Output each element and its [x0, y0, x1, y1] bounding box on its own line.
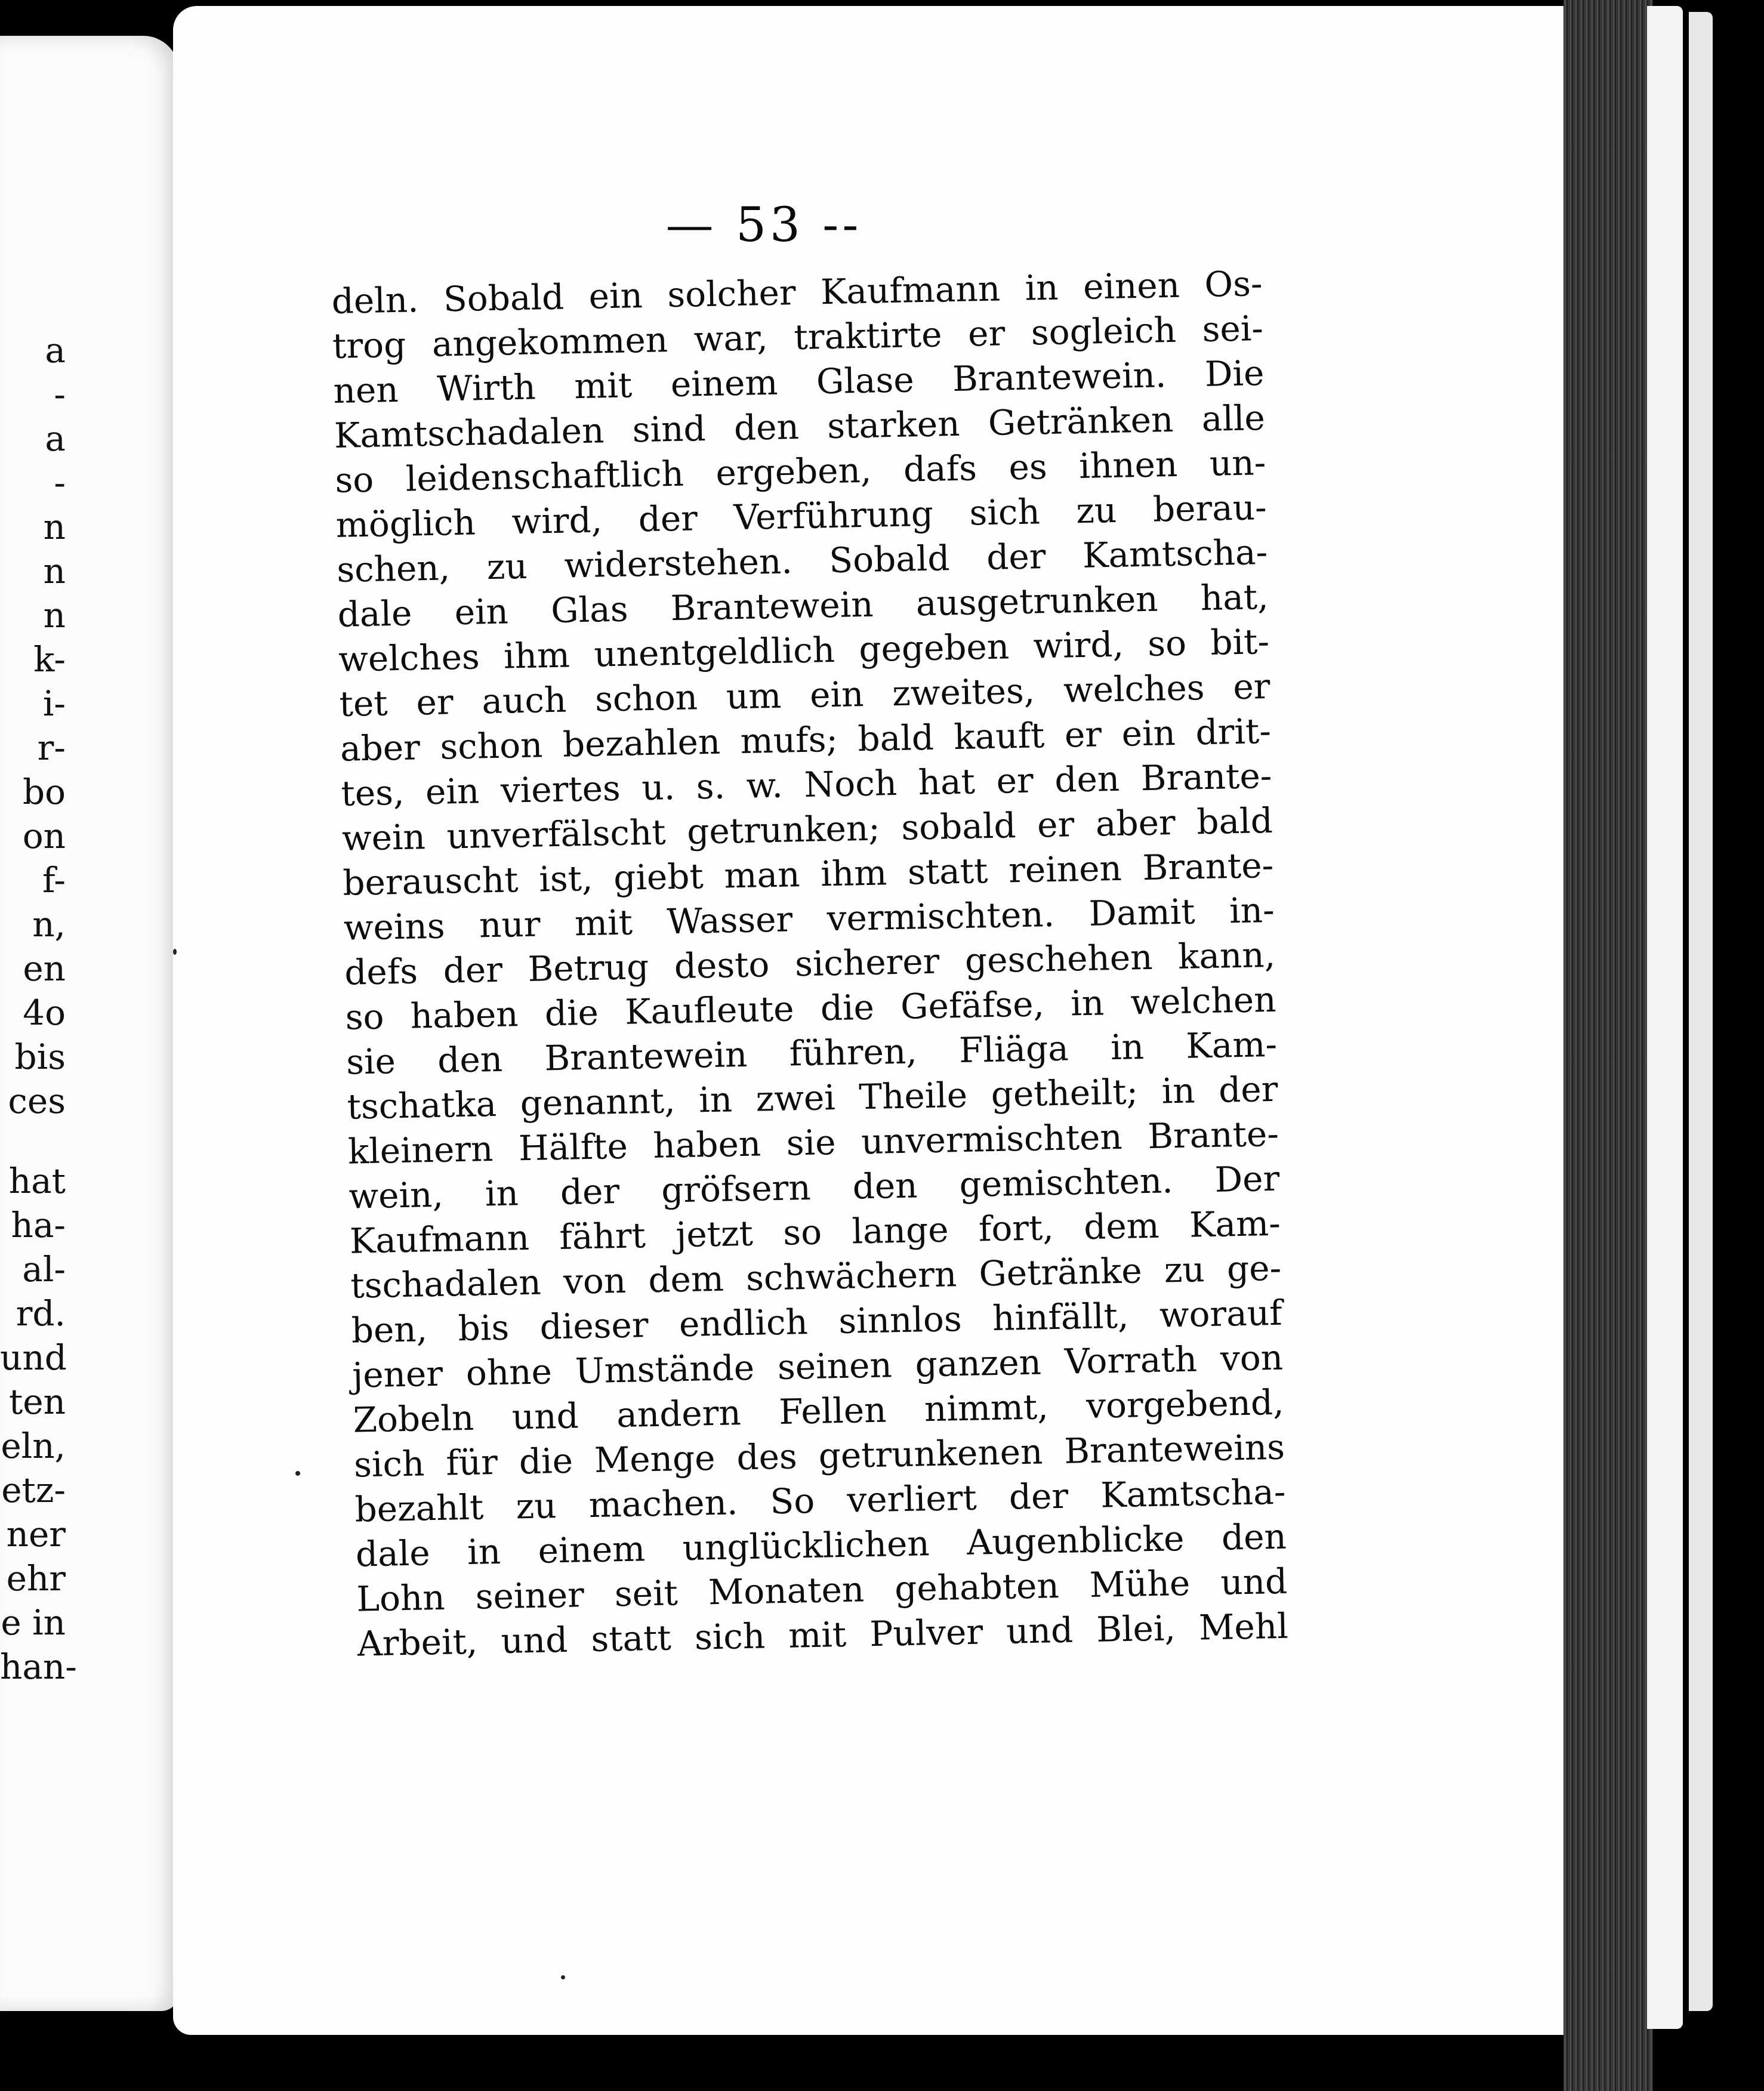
book-edge-page-back: [1689, 12, 1713, 2011]
left-fragment: n,: [32, 904, 66, 945]
left-fragment: bo: [22, 772, 66, 812]
left-facing-page: [0, 36, 179, 2011]
left-fragment: -: [54, 462, 66, 503]
text-line: kleinern Hälfte haben sie unvermischten Brante-: [347, 1113, 1279, 1172]
text-line: aber schon bezahlen mufs; bald kauft er ein drit-: [340, 710, 1272, 769]
text-line: tet er auch schon um ein zweites, welches er: [339, 665, 1271, 724]
text-line: defs der Betrug desto sicherer geschehen kann,: [344, 934, 1276, 993]
text-line: nen Wirth mit einem Glase Brantewein. Die: [332, 353, 1265, 411]
text-line: tes, ein viertes u. s. w. Noch hat er den Brante-: [340, 755, 1272, 814]
left-fragment: a: [45, 330, 66, 371]
left-page-text-fragments: [0, 328, 77, 1689]
left-fragment: en: [23, 948, 66, 989]
left-fragment: etz-: [1, 1470, 66, 1510]
text-line: berauscht ist, giebt man ihm statt reinen Brante-: [342, 844, 1274, 903]
left-fragment: ten: [9, 1381, 66, 1422]
left-fragment: f-: [42, 860, 66, 900]
text-line: wein, in der gröfsern den gemischten. Der: [348, 1158, 1280, 1217]
text-line: tschadalen von dem schwächern Getränke zu ge-: [350, 1247, 1282, 1306]
text-line: Arbeit, und statt sich mit Pulver und Blei, Mehl: [357, 1605, 1289, 1664]
left-fragment: hat: [8, 1161, 66, 1201]
text-line: dale in einem unglücklichen Augenblicke den: [355, 1516, 1287, 1575]
text-line: welches ihm unentgeldlich gegeben wird, so bit-: [338, 621, 1270, 680]
left-fragment: i-: [42, 683, 66, 724]
scan-speck: [295, 1471, 300, 1476]
left-fragment: -: [54, 374, 66, 415]
left-fragment-gap: [0, 1123, 66, 1159]
book-edge: [1563, 0, 1653, 2091]
text-line: Lohn seiner seit Monaten gehabten Mühe und: [356, 1560, 1288, 1620]
left-fragment: 4o: [23, 992, 66, 1033]
text-line: bezahlt zu machen. So verliert der Kamtscha-: [354, 1471, 1286, 1530]
text-line: weins nur mit Wasser vermischten. Damit in-: [343, 889, 1275, 948]
text-line: so leidenschaftlich ergeben, dafs es ihnen un-: [334, 442, 1266, 501]
left-fragment: und: [0, 1337, 67, 1378]
left-fragment: ha-: [11, 1205, 66, 1245]
left-fragment: n: [43, 507, 66, 547]
text-line: ben, bis dieser endlich sinnlos hinfällt, worauf: [351, 1292, 1283, 1351]
text-line: so haben die Kaufleute die Gefäfse, in welchen: [345, 979, 1277, 1038]
left-fragment: rd.: [16, 1293, 66, 1334]
left-fragment: ces: [8, 1081, 66, 1121]
left-fragment: r-: [37, 727, 66, 768]
text-line: sie den Brantewein führen, Fliäga in Kam-: [346, 1023, 1278, 1082]
left-fragment: eln,: [1, 1426, 66, 1466]
left-fragment: k-: [33, 639, 66, 680]
left-fragment: bis: [14, 1037, 66, 1077]
left-fragment: n: [43, 595, 66, 636]
page-number-header: — 53 --: [665, 197, 862, 252]
text-line: Kamtschadalen sind den starken Getränken alle: [334, 397, 1266, 456]
text-line: schen, zu widerstehen. Sobald der Kamtscha-: [336, 531, 1268, 590]
text-line: Kaufmann fährt jetzt so lange fort, dem Kam-: [349, 1202, 1281, 1262]
text-line: jener ohne Umstände seinen ganzen Vorrath von: [351, 1337, 1284, 1396]
text-line: tschatka genannt, in zwei Theile getheilt; in der: [346, 1068, 1278, 1127]
text-line: möglich wird, der Verführung sich zu berau-: [335, 486, 1268, 545]
left-fragment: n: [43, 551, 66, 591]
left-fragment: on: [22, 816, 66, 856]
text-line: Zobeln und andern Fellen nimmt, vorgebend,: [353, 1381, 1285, 1441]
scan-speck: [173, 949, 177, 955]
left-fragment: ner: [6, 1514, 66, 1555]
text-line: dale ein Glas Brantewein ausgetrunken hat,: [337, 576, 1269, 635]
left-fragment: han-: [0, 1646, 77, 1687]
text-line: trog angekommen war, traktirte er sogleich sei-: [332, 308, 1264, 366]
left-fragment: ehr: [6, 1558, 66, 1599]
left-fragment: a: [45, 418, 66, 459]
text-line: deln. Sobald ein solcher Kaufmann in einen Os-: [331, 263, 1263, 322]
text-line: wein unverfälscht getrunken; sobald er aber bald: [341, 800, 1273, 859]
body-text: [331, 261, 1288, 1667]
scan-speck: [561, 1975, 565, 1979]
left-fragment: e in: [1, 1602, 66, 1643]
text-line: sich für die Menge des getrunkenen Branteweins: [353, 1426, 1285, 1485]
book-edge-page: [1647, 6, 1683, 2029]
left-fragment: al-: [22, 1249, 66, 1290]
